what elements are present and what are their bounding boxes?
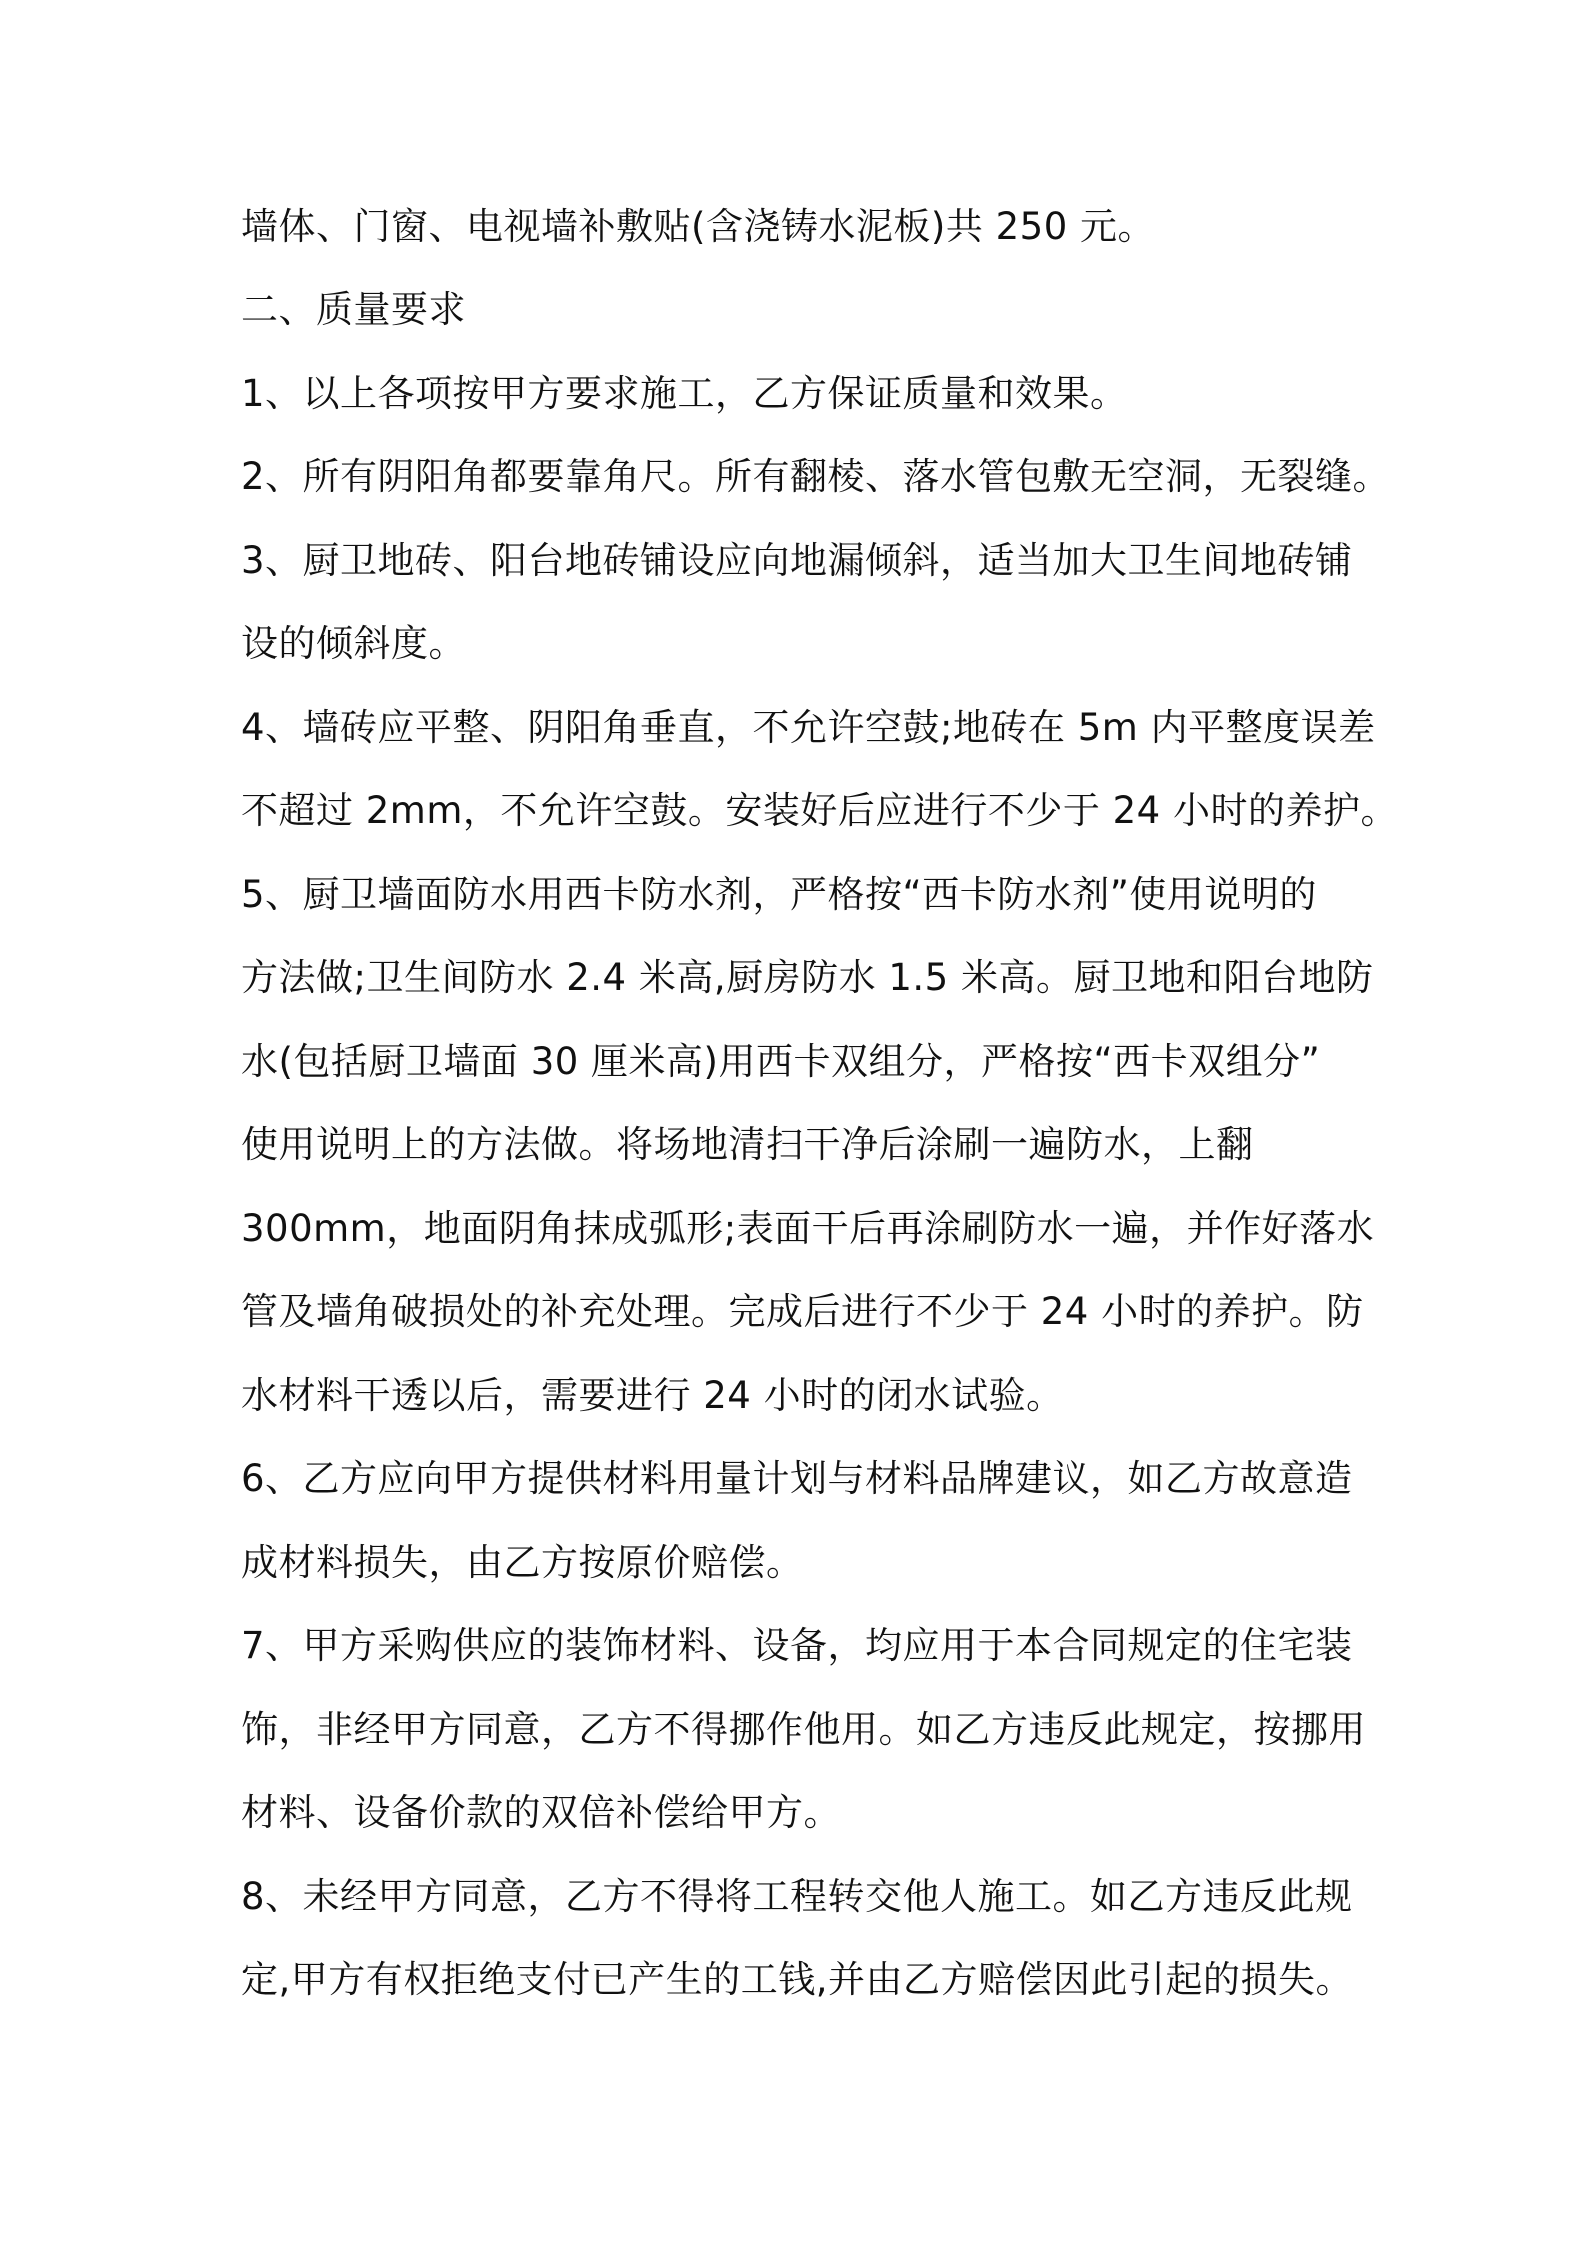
text-line: 7、甲方采购供应的装饰材料、设备，均应用于本合同规定的住宅装 <box>241 1624 1353 1667</box>
text-line: 成材料损失，由乙方按原价赔偿。 <box>241 1541 804 1584</box>
text-line: 方法做;卫生间防水 2.4 米高,厨房防水 1.5 米高。厨卫地和阳台地防 <box>241 956 1374 999</box>
text-line: 8、未经甲方同意，乙方不得将工程转交他人施工。如乙方违反此规 <box>241 1875 1353 1918</box>
text-line: 材料、设备价款的双倍补偿给甲方。 <box>241 1791 841 1834</box>
text-line: 设的倾斜度。 <box>241 622 466 665</box>
text-line: 水材料干透以后，需要进行 24 小时的闭水试验。 <box>241 1374 1064 1417</box>
text-line: 5、厨卫墙面防水用西卡防水剂，严格按“西卡防水剂”使用说明的 <box>241 873 1317 916</box>
text-line: 6、乙方应向甲方提供材料用量计划与材料品牌建议，如乙方故意造 <box>241 1457 1353 1500</box>
text-line: 墙体、门窗、电视墙补敷贴(含浇铸水泥板)共 250 元。 <box>241 205 1156 248</box>
text-line: 3、厨卫地砖、阳台地砖铺设应向地漏倾斜，适当加大卫生间地砖铺 <box>241 539 1353 582</box>
text-line: 使用说明上的方法做。将场地清扫干净后涂刷一遍防水，上翻 <box>241 1123 1254 1166</box>
text-line: 1、以上各项按甲方要求施工，乙方保证质量和效果。 <box>241 372 1128 415</box>
text-line: 水(包括厨卫墙面 30 厘米高)用西卡双组分，严格按“西卡双组分” <box>241 1040 1321 1083</box>
text-line: 定,甲方有权拒绝支付已产生的工钱,并由乙方赔偿因此引起的损失。 <box>241 1958 1354 2001</box>
text-line: 不超过 2mm，不允许空鼓。安装好后应进行不少于 24 小时的养护。 <box>241 789 1398 832</box>
text-line: 300mm，地面阴角抹成弧形;表面干后再涂刷防水一遍，并作好落水 <box>241 1207 1375 1250</box>
text-line: 2、所有阴阳角都要靠角尺。所有翻棱、落水管包敷无空洞，无裂缝。 <box>241 455 1391 498</box>
section-heading: 二、质量要求 <box>241 288 466 331</box>
text-line: 4、墙砖应平整、阴阳角垂直，不允许空鼓;地砖在 5m 内平整度误差 <box>241 706 1376 749</box>
text-line: 饰，非经甲方同意，乙方不得挪作他用。如乙方违反此规定，按挪用 <box>241 1708 1366 1751</box>
text-line: 管及墙角破损处的补充处理。完成后进行不少于 24 小时的养护。防 <box>241 1290 1364 1333</box>
